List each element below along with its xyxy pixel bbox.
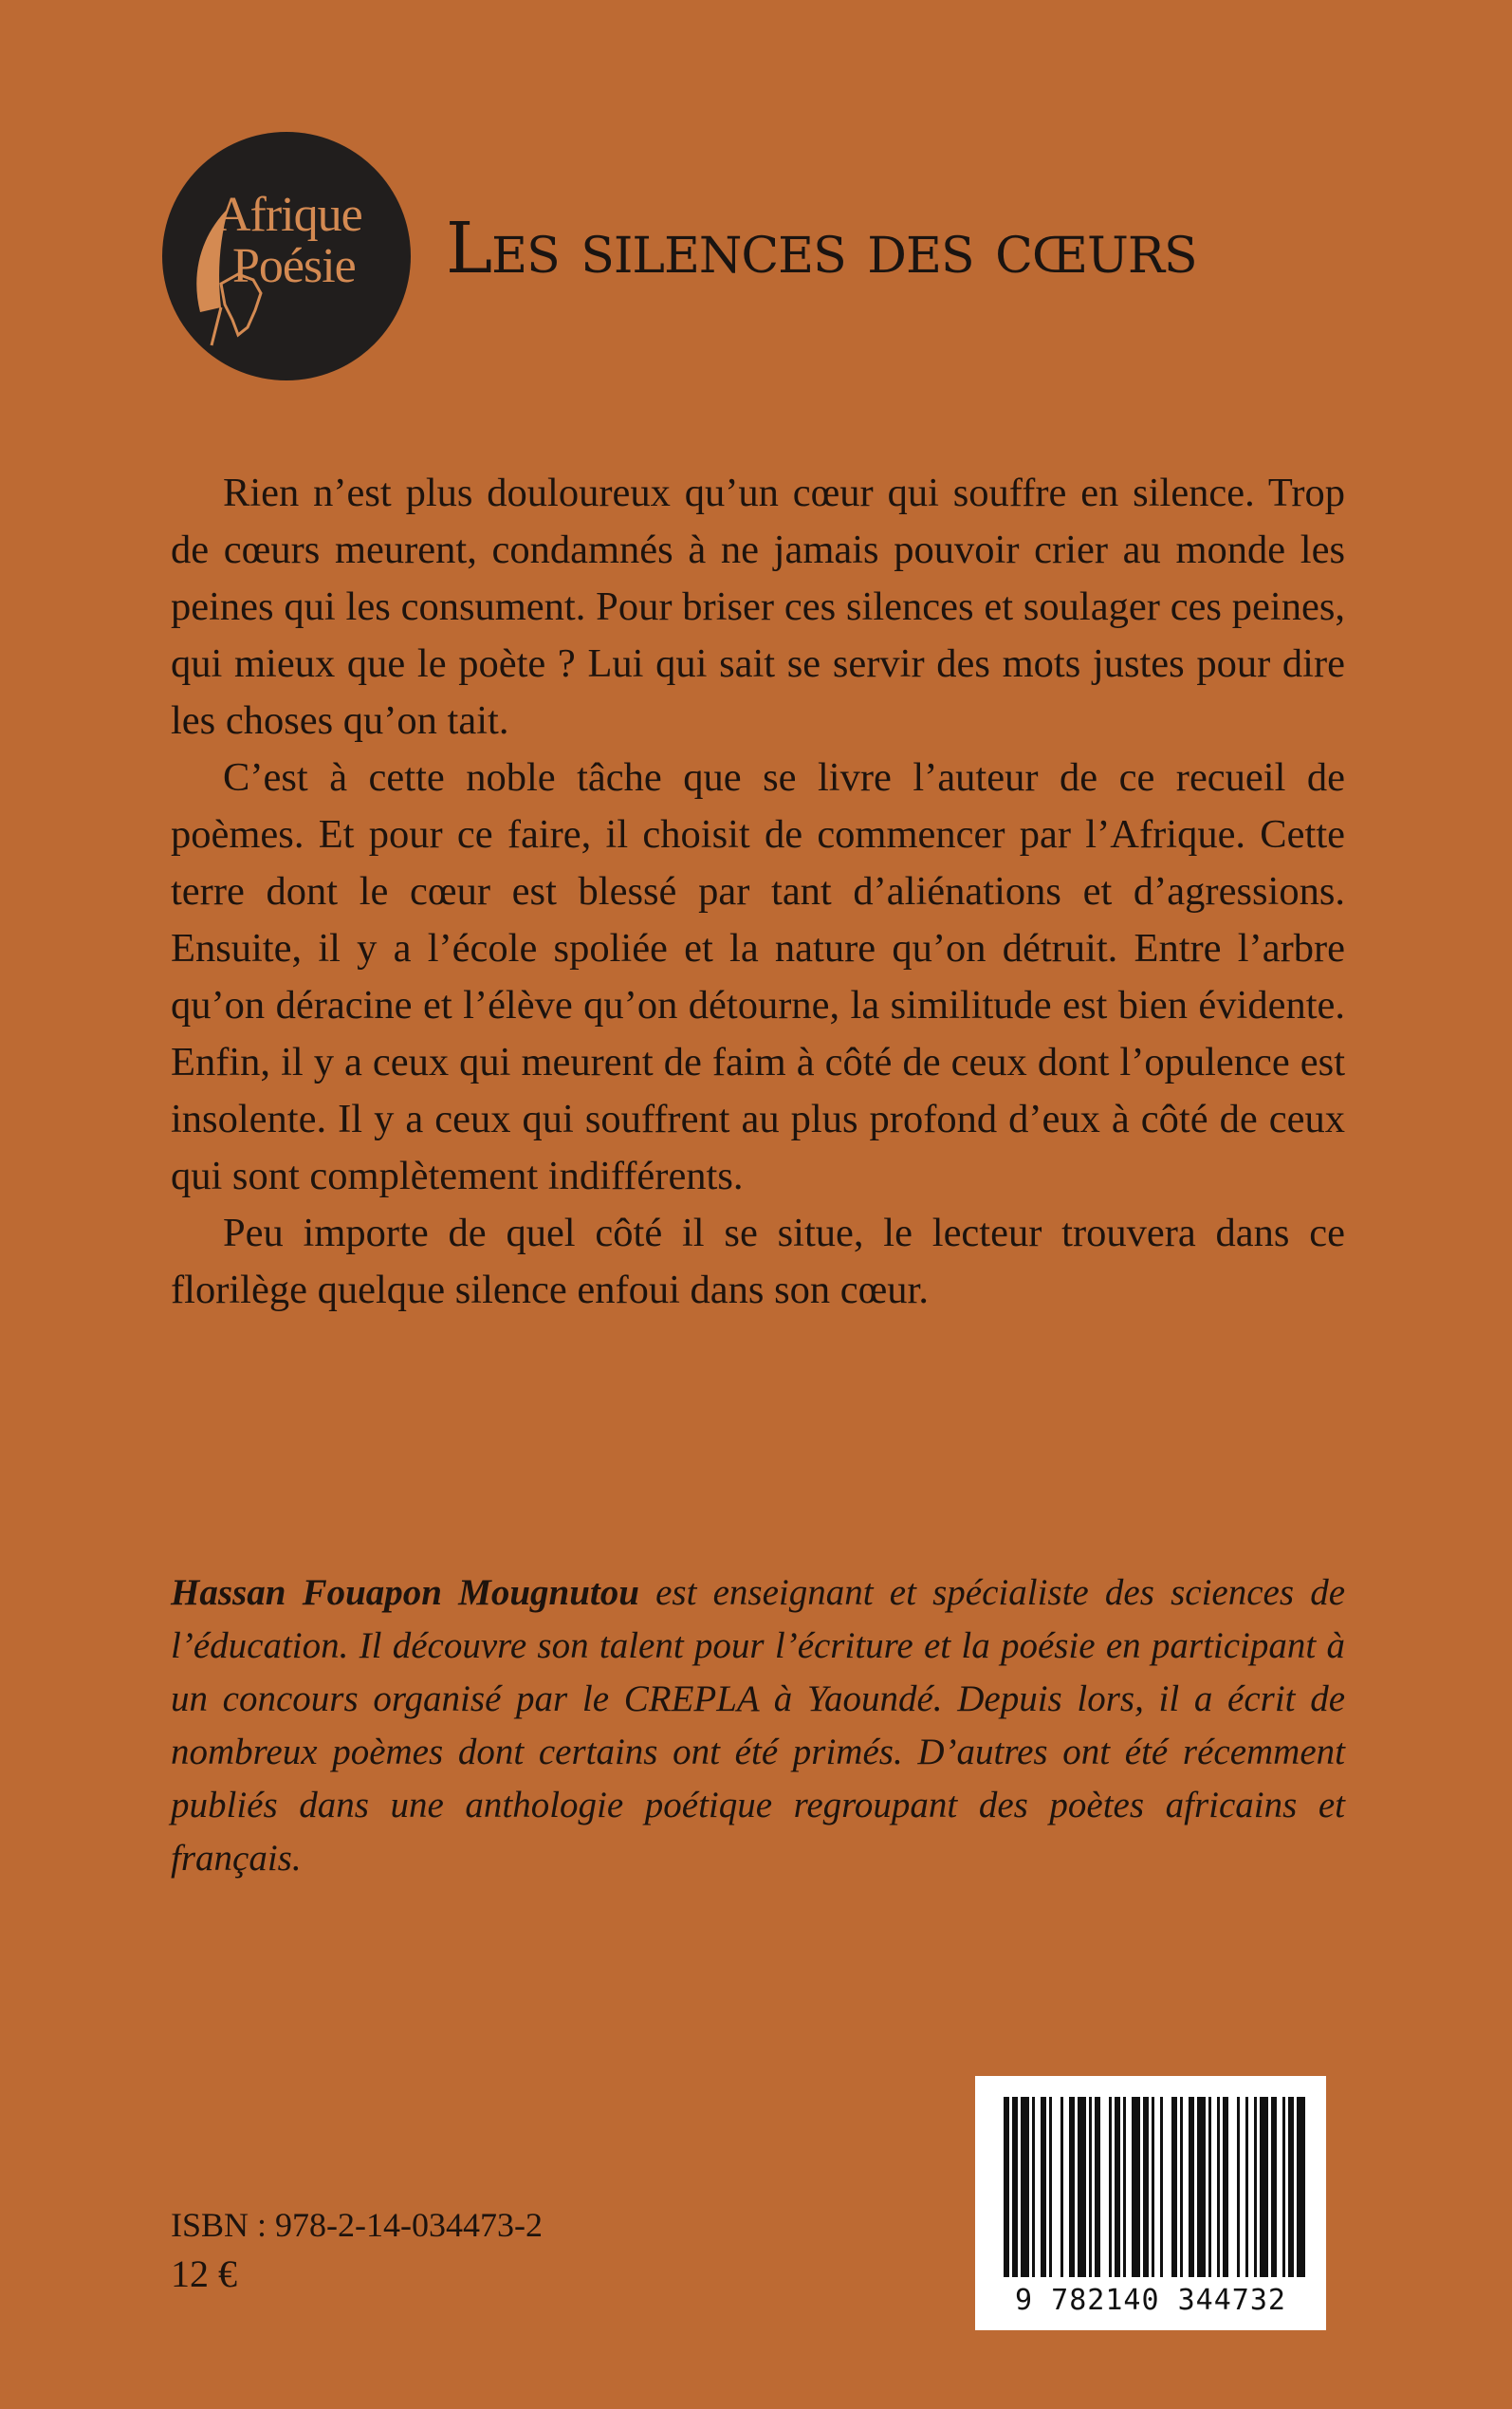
barcode [975,2076,1326,2330]
summary-paragraph: C’est à cette noble tâche que se livre l’auteur de ce recueil de poèmes. Et pour ce faire, il choisit de commencer par l’Afrique. Cette terre dont le cœur est blessé par tant d’aliénations et d’agressions. Ensuite, il y a l’école spoliée et la nature qu’on détruit. Entre l’arbre qu’on déracine et l’élève qu’on détourne, la similitude est bien évidente. Enfin, il y a ceux qui meurent de faim à côté de ceux dont l’opulence est insolente. Il y a ceux qui souffrent au plus profond d’eux à côté de ceux qui sont complètement indifférents. [171,755,1345,1198]
book-summary [171,465,1345,1319]
barcode-digits: 9 782140 344732 [1015,2284,1286,2317]
summary-paragraph: Rien n’est plus douloureux qu’un cœur qui souffre en silence. Trop de cœurs meurent, condamnés à ne jamais pouvoir crier au monde les peines qui les consument. Pour briser ces silences et soulager ces peines, qui mieux que le poète ? Lui qui sait se servir des mots justes pour dire les choses qu’on tait. [171,471,1345,743]
summary-paragraph: Peu importe de quel côté il se situe, le lecteur trouvera dans ce florilège quelque silence enfoui dans son cœur. [171,1211,1345,1312]
author-name: Hassan Fouapon Mougnutou [171,1572,639,1613]
isbn-label: ISBN : 978-2-14-034473-2 [171,2206,543,2244]
book-title: Les silences des cœurs [446,208,1197,289]
logo-word-poesie: Poésie [232,239,356,293]
author-bio [171,1566,1345,1885]
barcode-bars-icon [975,2076,1326,2285]
author-bio-text: est enseignant et spécialiste des sciences de l’éducation. Il découvre son talent pour l’écriture et la poésie en participant à un concours organisé par le CREPLA à Yaoundé. Depuis lors, il a écrit de nombreux poèmes dont certains ont été primés. D’autres ont été récemment publiés dans une anthologie poétique regroupant des poètes africains et français. [171,1572,1346,1879]
price-label: 12 € [171,2252,237,2295]
publisher-logo [162,132,411,380]
logo-word-afrique: Afrique [215,188,362,242]
